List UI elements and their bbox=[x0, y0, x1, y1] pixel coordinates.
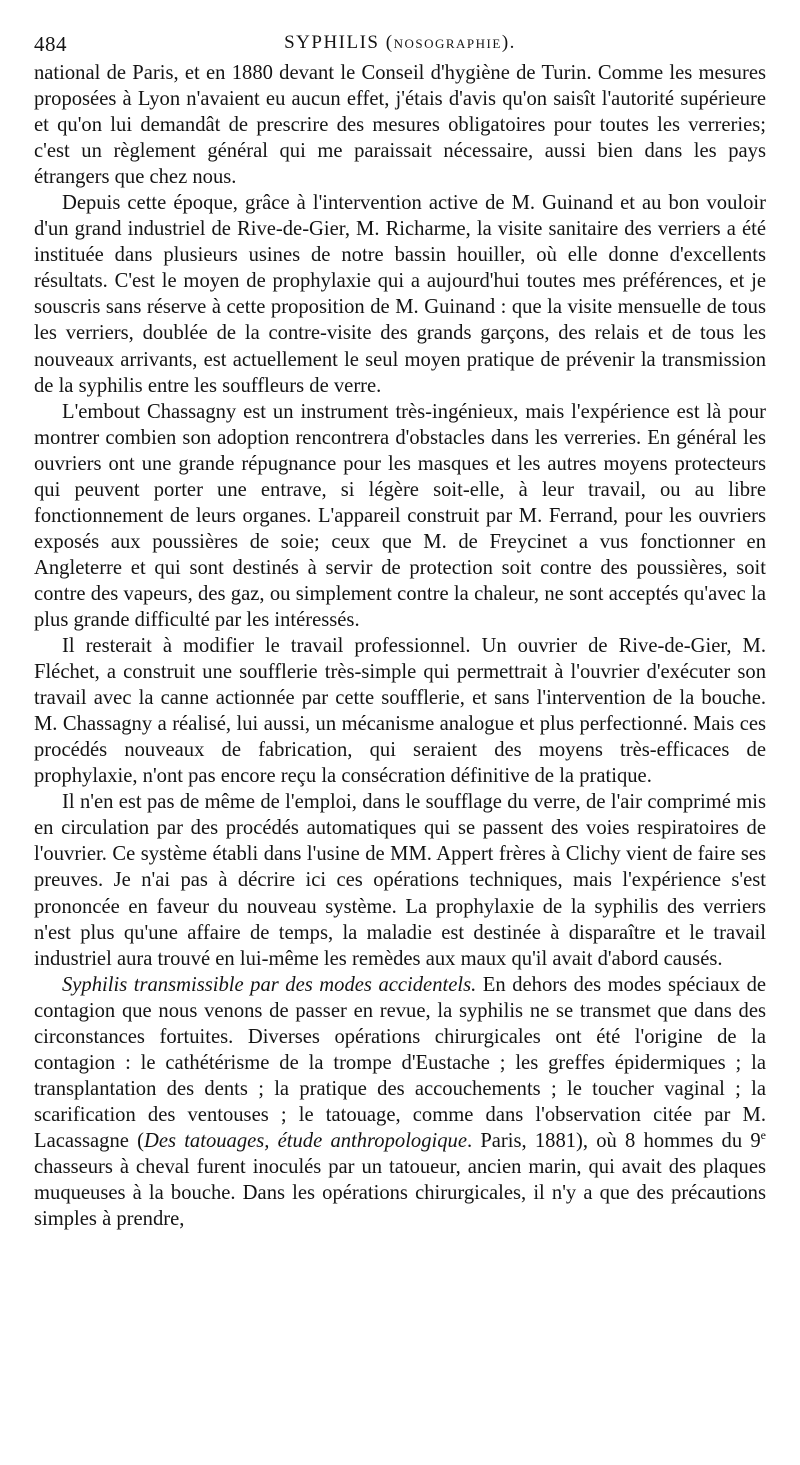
running-title bbox=[34, 32, 766, 54]
paragraph-visite-sanitaire: Depuis cette époque, grâce à l'intervention active de M. Guinand et au bon vouloir d'un grand industriel de Rive-de-Gier, M. Richarme, la visite sanitaire des verriers a été instituée dans plusieurs usines de notre bassin houiller, où elle donne d'excellents résultats. C'est le moyen de prophylaxie qui a aujourd'hui toutes mes préférences, et je souscris sans réserve à cette proposition de M. Guinand : que la visite mensuelle de tous les verriers, doublée de la contre-visite des grands garçons, des relais et de tous les nouveaux arrivants, est actuellement le seul moyen pratique de prévenir la transmission de la syphilis entre les souffleurs de verre. bbox=[34, 192, 766, 397]
ordinal-superscript: e bbox=[760, 1128, 766, 1143]
paragraph-text-part-a: En dehors des modes spéciaux de contagion que nous venons de passer en revue, la syphilis ne se transmet que dans des circonstances fortuites. Diverses opérations chirurgicales ont été l'origine de la contagion : le cathétérisme de la trompe d'Eustache ; les greffes épidermiques ; la transplantation des dents ; la pratique des accouchements ; le toucher vaginal ; la scarification des ventouses ; le tatouage, comme dans l'observation citée par M. Lacassagne ( bbox=[34, 973, 767, 1152]
book-page bbox=[34, 30, 766, 1232]
running-title-paren-open: ( bbox=[385, 32, 394, 53]
reference-title: Des tatouages, étude anthropologique bbox=[143, 1129, 467, 1152]
running-title-section: NOSOGRAPHIE bbox=[393, 36, 502, 51]
running-title-paren-close: ). bbox=[501, 32, 516, 53]
paragraph-text-part-b: . Paris, 1881), où 8 hommes du 9 bbox=[466, 1129, 761, 1152]
paragraph-travail-professionnel: Il resterait à modifier le travail professionnel. Un ouvrier de Rive-de-Gier, M. Fléchet, a construit une soufflerie très-simple qui permettrait à l'ouvrier d'exécuter son travail avec la canne actionnée par cette soufflerie, et sans l'intervention de la bouche. M. Chassagny a réalisé, lui aussi, un mécanisme analogue et plus perfectionné. Mais ces procédés nouveaux de fabrication, qui seraient des moyens très-efficaces de prophylaxie, n'ont pas encore reçu la consécration définitive de la pratique. bbox=[34, 635, 766, 788]
paragraph-air-comprime: Il n'en est pas de même de l'emploi, dans le soufflage du verre, de l'air comprimé mis en circulation par des procédés automatiques qui se passent des voies respiratoires de l'ouvrier. Ce système établi dans l'usine de MM. Appert frères à Clichy vient de faire ses preuves. Je n'ai pas à décrire ici ces opérations techniques, mais l'expérience s'est prononcée en faveur du nouveau système. La prophylaxie de la syphilis des verriers n'est plus qu'une affaire de temps, la maladie est destinée à disparaître et le travail industriel aura trouvé en lui-même les remèdes aux maux qu'il avait d'abord causés. bbox=[34, 791, 766, 970]
paragraph-embout-chassagny: L'embout Chassagny est un instrument très-ingénieux, mais l'expérience est là pour montrer combien son adoption rencontrera d'obstacles dans les verreries. En général les ouvriers ont une grande répugnance pour les masques et les autres moyens protecteurs qui peuvent porter une entrave, si légère soit-elle, à leur travail, ou au libre fonctionnement de leurs organes. L'appareil construit par M. Ferrand, pour les ouvriers exposés aux poussières de soie; ceux que M. de Freycinet a vus fonctionner en Angleterre et qui sont destinés à servir de protection soit contre des poussières, soit contre des vapeurs, des gaz, ou simplement contre la chaleur, ne sont acceptés qu'avec la plus grande difficulté par les intéressés. bbox=[34, 400, 766, 631]
running-header bbox=[34, 30, 766, 56]
body-text bbox=[34, 60, 766, 1232]
section-lead-heading: Syphilis transmissible par des modes accidentels. bbox=[62, 973, 477, 996]
running-title-main: SYPHILIS bbox=[284, 32, 380, 53]
page-number: 484 bbox=[34, 32, 67, 56]
paragraph-modes-accidentels bbox=[34, 972, 766, 1232]
paragraph-continued: national de Paris, et en 1880 devant le Conseil d'hygiène de Turin. Comme les mesures proposées à Lyon n'avaient eu aucun effet, j'étais d'avis qu'on saisît l'autorité supérieure et qu'on lui demandât de prescrire des mesures obligatoires pour toutes les verreries; c'est un règlement général qui me paraissait nécessaire, aussi bien dans les pays étrangers que chez nous. bbox=[34, 62, 766, 189]
paragraph-text-part-c: chasseurs à cheval furent inoculés par un tatoueur, ancien marin, qui avait des plaques muqueuses à la bouche. Dans les opérations chirurgicales, il n'y a que des précautions simples à prendre, bbox=[34, 1155, 766, 1231]
